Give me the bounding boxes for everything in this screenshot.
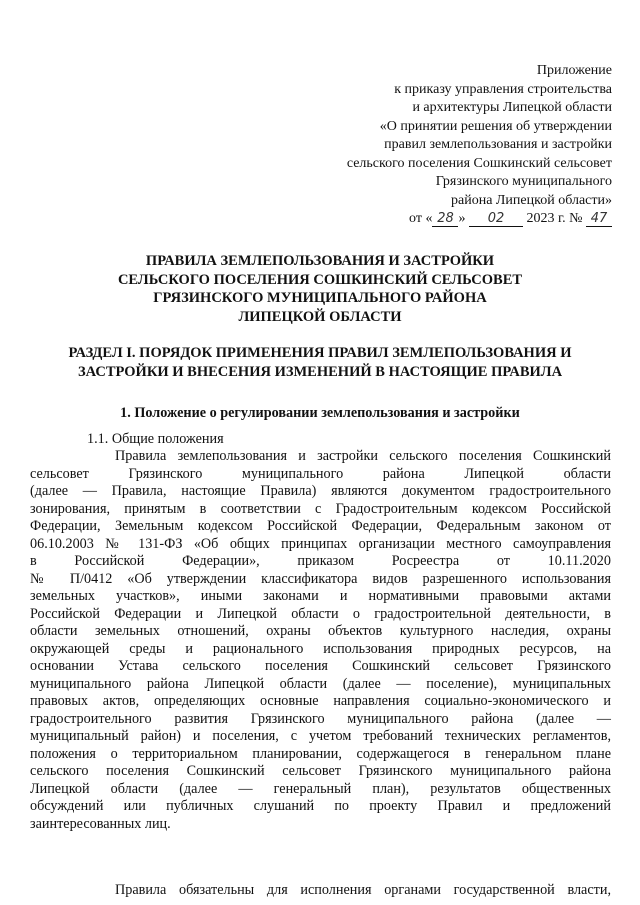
paragraph-line: градостроительного развития Грязинского муниципального района (далее — <box>30 710 611 727</box>
paragraph-line: 06.10.2003 № 131-ФЗ «Об общих принципах организации местного самоуправления <box>30 535 611 552</box>
section-line: ЗАСТРОЙКИ И ВНЕСЕНИЯ ИЗМЕНЕНИЙ В НАСТОЯЩИЕ ПРАВИЛА <box>77 363 563 380</box>
appendix-line: района Липецкой области» <box>451 192 612 208</box>
paragraph-line: Федерации, Земельным кодексом Российской Федерации, Федеральным законом от <box>30 518 611 534</box>
subheading: 1.1. Общие положения <box>87 431 224 447</box>
paragraph-line: земельных участков», иными законами и нормативными правовыми актами <box>30 588 611 604</box>
title-line: ПРАВИЛА ЗЕМЛЕПОЛЬЗОВАНИЯ И ЗАСТРОЙКИ <box>145 253 495 269</box>
date-month-handwritten: 02 <box>469 212 523 227</box>
section-line: РАЗДЕЛ I. ПОРЯДОК ПРИМЕНЕНИЯ ПРАВИЛ ЗЕМЛЕПОЛЬЗОВАНИЯ И <box>68 345 572 361</box>
paragraph-line: положения о территориальном планировании, содержащегося в генеральном плане <box>30 745 611 762</box>
appendix-line: к приказу управления строительства <box>394 81 612 97</box>
paragraph-line: обсуждений или публичных слушаний по проекту Правил и предложений <box>30 798 611 814</box>
date-day-handwritten: 28 <box>432 212 458 227</box>
appendix-line: Грязинского муниципального <box>435 174 612 189</box>
chapter-heading: 1. Положение о регулировании землепользования и застройки <box>120 405 520 421</box>
paragraph-line: (далее — Правила, настоящие Правила) являются документом градостроительного <box>30 483 611 499</box>
paragraph-line: основании Устава сельского поселения Сошкинский сельсовет Грязинского <box>30 658 611 674</box>
appendix-line: и архитектуры Липецкой области <box>412 100 612 115</box>
title-line: ЛИПЕЦКОЙ ОБЛАСТИ <box>238 308 402 325</box>
appendix-line: правил землепользования и застройки <box>384 137 612 152</box>
paragraph-line: Правила землепользования и застройки сельского поселения Сошкинский <box>115 448 611 464</box>
paragraph-line: сельского поселения Сошкинский сельсовет Грязинского муниципального района <box>30 763 611 779</box>
paragraph-line: зонирования, принятым в соответствии с Градостроительным кодексом Российской <box>30 500 611 517</box>
paragraph-line: Российской Федерации и Липецкой области о градостроительной деятельности, в <box>30 605 611 622</box>
paragraph-line: правовых актов, определяющих основные направления социально-экономического и <box>30 693 611 709</box>
paragraph-2 <box>87 882 611 900</box>
paragraph-line: муниципальный район) и поселения, с учетом требований технических регламентов, <box>30 728 611 744</box>
paragraph-line: Липецкой области (далее — генеральный план), результатов общественных <box>30 780 611 797</box>
appendix-block <box>347 62 612 229</box>
title-line: ГРЯЗИНСКОГО МУНИЦИПАЛЬНОГО РАЙОНА <box>153 290 487 306</box>
paragraph-1 <box>30 448 611 833</box>
date-prefix: от « <box>409 211 433 226</box>
paragraph-line: в Российской Федерации», приказом Росреестра от 10.11.2020 <box>30 553 611 569</box>
order-number-handwritten: 47 <box>586 212 612 227</box>
paragraph-line: сельсовет Грязинского муниципального района Липецкой области <box>30 465 611 482</box>
date-year: 2023 г. № <box>526 211 583 226</box>
appendix-line: Приложение <box>536 63 612 78</box>
paragraph-line: № П/0412 «Об утверждении классификатора видов разрешенного использования <box>30 570 611 587</box>
appendix-date-line <box>347 210 612 229</box>
paragraph-line: заинтересованных лиц. <box>30 815 171 832</box>
paragraph-line: окружающей среды и рационального использования природных ресурсов, на <box>30 640 611 657</box>
paragraph-line: Правила обязательны для исполнения органами государственной власти, <box>115 882 611 898</box>
appendix-line: «О принятии решения об утверждении <box>379 118 612 134</box>
paragraph-line: муниципального района Липецкой области (далее — поселение), муниципальных <box>30 675 611 692</box>
title-line: СЕЛЬСКОГО ПОСЕЛЕНИЯ СОШКИНСКИЙ СЕЛЬСОВЕТ <box>117 271 523 288</box>
section-heading <box>30 344 610 381</box>
document-title <box>30 252 610 326</box>
date-mid: » <box>458 211 466 226</box>
appendix-line: сельского поселения Сошкинский сельсовет <box>346 155 612 171</box>
paragraph-line: области земельных отношений, охраны объектов культурного наследия, охраны <box>30 623 611 639</box>
